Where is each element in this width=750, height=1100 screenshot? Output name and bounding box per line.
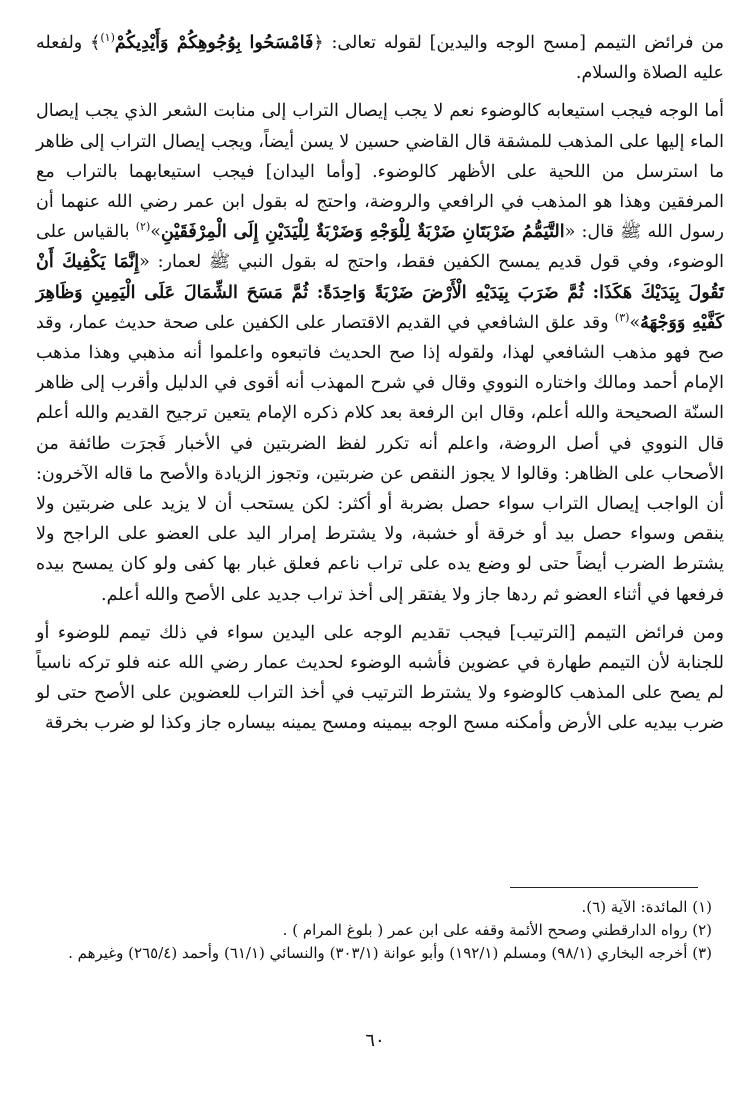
intro-text: من فرائض التيمم [مسح الوجه واليدين] لقوله تعالى: ﴿ — [313, 33, 724, 53]
text-run: ومن فرائض التيمم [الترتيب] فيجب تقديم الوجه على اليدين سواء في ذلك تيمم للوضوء أو للجنابة لأن التيمم طهارة في عضوين فأشبه الوضوء لحديث عمار رضي الله عنه فلو تركه ناسياً لم يصح على المذهب كالوضوء ولا يشترط الترتيب في أخذ التراب للعضوين على الأصح حتى لو ضرب بيديه على الأرض وأمكنه مسح الوجه بيمينه ومسح يمينه بيساره جاز وكذا لو ضرب بخرقة — [36, 622, 724, 734]
footnote-ref-1: (١) — [100, 31, 115, 45]
footnote-3: (٣) أخرجه البخاري (٩٨/١) ومسلم (١٩٢/١) وأبو عوانة (٣٠٣/١) والنسائي (٦١/١) وأحمد (٢٦٥/٤) وغيرهم . — [68, 944, 712, 962]
text-run: أما الوجه فيجب استيعابه كالوضوء نعم لا يجب إيصال التراب إلى منابت الشعر الذي يجب إيصال الماء إليها على المذهب للمشقة قال القاضي حسين لا يسن أيضاً، ويجب إيصال التراب إلى ظاهر ما استرسل من اللحية على الأظهر كالوضوء. [وأما اليدان] فيجب استيعابهما بالتراب مع المرفقين وهذا هو المذهب في الرافعي والروضة، واحتج له بقول ابن عمر رضي الله عنهما أن رسول الله ﷺ قال: « — [36, 101, 724, 243]
footnote-1: (١) المائدة: الآية (٦). — [581, 898, 712, 916]
quran-verse: فَامْسَحُوا بِوُجُوهِكُمْ وَأَيْدِيكُمْ — [114, 33, 314, 53]
footnote-divider — [510, 887, 698, 888]
footnotes — [36, 896, 712, 965]
text-run: » — [150, 222, 161, 243]
footnote-ref-2: (٢) — [135, 220, 151, 234]
text-run: وقد علق الشافعي في القديم الاقتصار على الكفين على صحة حديث عمار، وقد صح فهو مذهب الشافعي لهذا، ولقوله إذا صح الحديث فاتبعوه واعلموا أنه مذهبي وهذا مذهب الإمام أحمد ومالك واختاره النووي وقال في شرح المهذب أنه أقوى في الدليل وأقرب إلى ظاهر السنّة الصحيحة والله أعلم، وقال ابن الرفعة بعد كلام ذكره الإمام يتعين ترجيح القديم والله أعلم قال النووي في أصل الروضة، واعلم أنه تكرر لفظ الضربتين في الأخبار فَجرَت طائفة من الأصحاب على الظاهر: وقالوا لا يجوز النقص عن ضربتين، وتجوز الزيادة والأصح ما قاله الآخرون: أن الواجب إيصال التراب سواء حصل بضربة أو أكثر: لكن يستحب أن لا يزيد على ضربتين ولا ينقص وسواء حصل بيد أو خرقة أو خشبة، ولا يشترط إمرار اليد على العضو على الراجح ولا يشترط الضرب أيضاً حتى لو وضع يده على تراب ناعم فعلق غبار بها كفى ولو كان يمسح بيده فرفعها في أثناء العضو ثم ردها جاز ولا يفتقر إلى أخذ تراب جديد على الأصح والله أعلم. — [36, 312, 724, 605]
paragraph-order — [36, 618, 724, 739]
main-text — [36, 28, 724, 739]
paragraph-obligations-wiping — [36, 28, 724, 88]
hadith-ammar: إِنَّمَا يَكْفِيكَ أَنْ تَقُولَ بِيَدَيْكَ هَكَذَا: ثُمَّ ضَرَبَ بِيَدَيْهِ الْأَرْضَ ضَرْبَةً وَاحِدَةً: ثُمَّ مَسَحَ الشِّمَالَ عَلَى الْيَمِينِ وَظَاهِرَ كَفَّيْهِ وَوَجْهَهُ — [36, 252, 724, 333]
footnote-2: (٢) رواه الدارقطني وصحح الأئمة وقفه على ابن عمر ( بلوغ المرام ) . — [282, 921, 712, 939]
hadith-ibn-umar: التَّيَمُّمُ ضَرْبَتَانِ ضَرْبَةٌ لِلْوَجْهِ وَضَرْبَةٌ لِلْيَدَيْنِ إِلَى الْمِرْفَقَيْنِ — [160, 222, 565, 243]
page-number: ٦٠ — [365, 1030, 385, 1051]
text-run: » — [629, 312, 641, 333]
footnote-ref-3: (٣) — [614, 311, 630, 324]
closing-text: ﴾ ولفعله عليه الصلاة والسلام. — [36, 33, 724, 84]
text-run: بالقياس على الوضوء، وفي قول قديم يمسح الكفين فقط، واحتج له بقول النبي ﷺ لعمار: « — [36, 222, 724, 273]
paragraph-face-hands — [36, 96, 724, 609]
